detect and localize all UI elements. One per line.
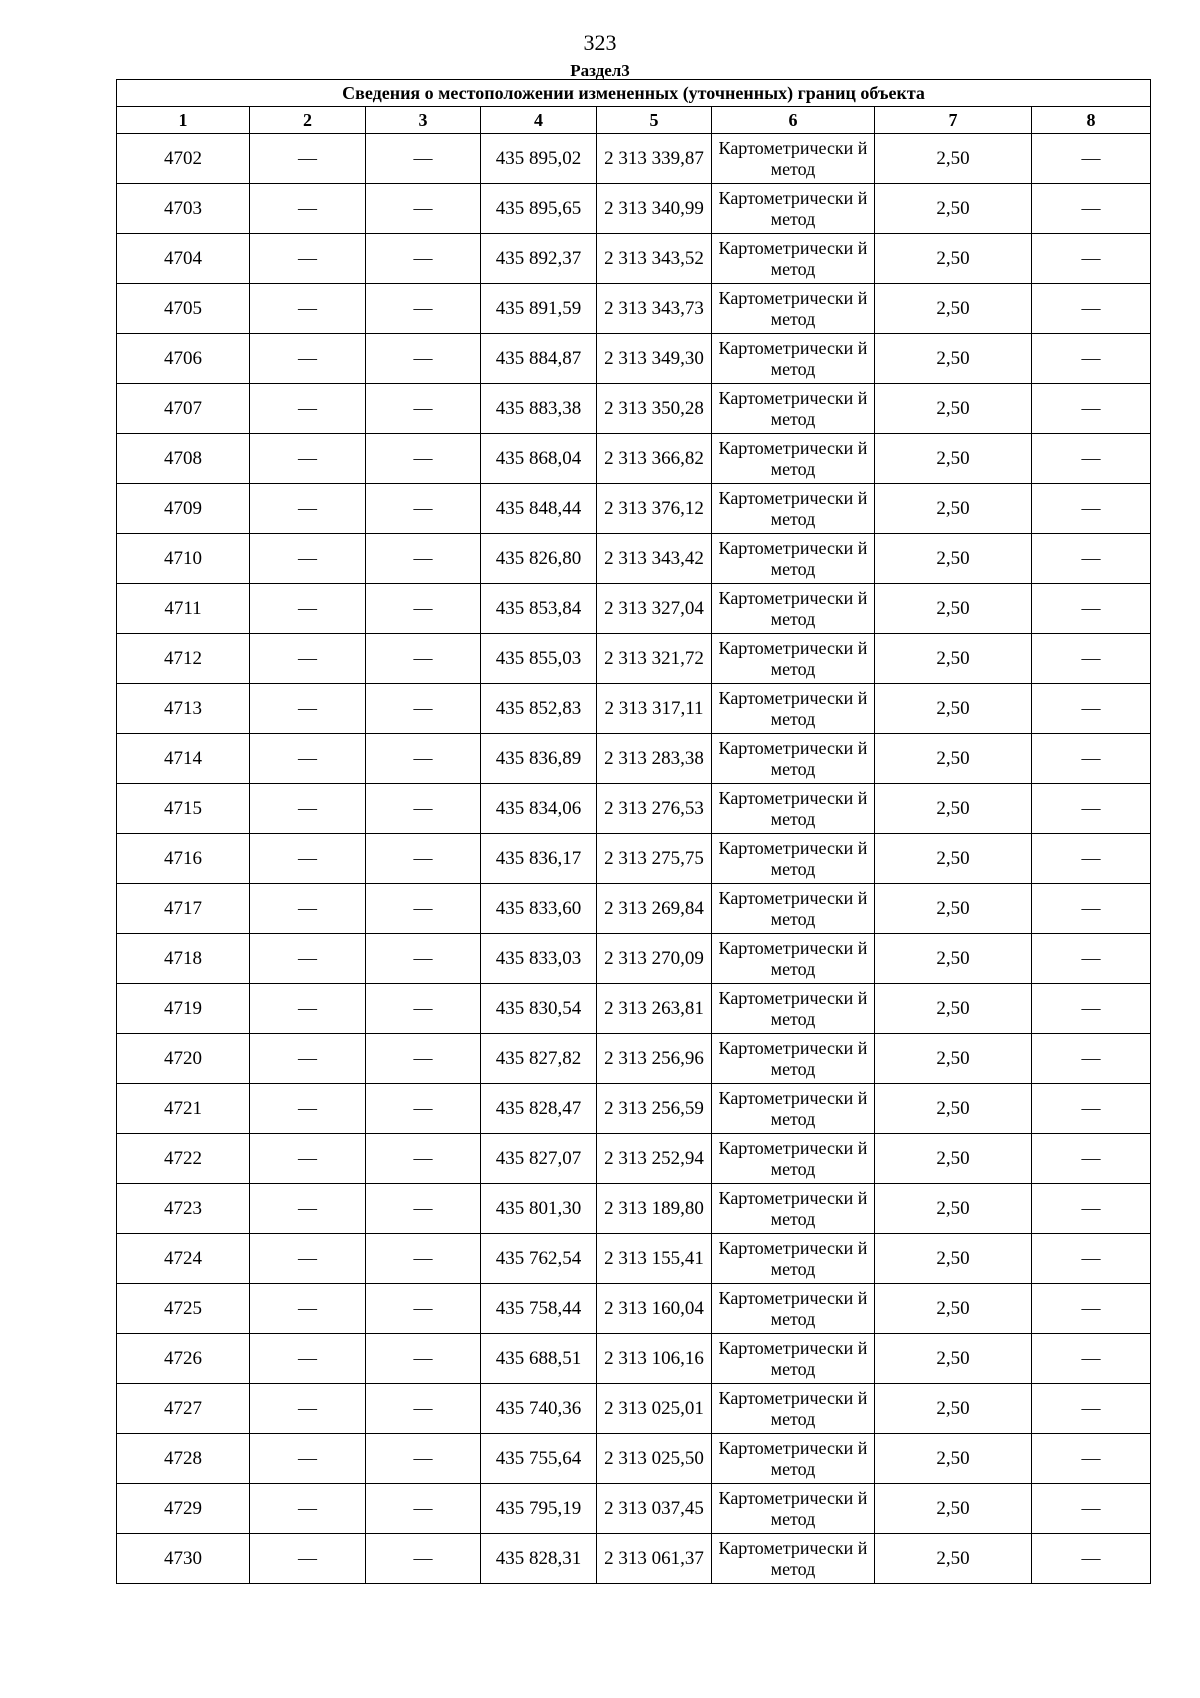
table-row	[117, 784, 1151, 834]
col2-cell: —	[250, 384, 366, 434]
accuracy-cell: 2,50	[875, 634, 1032, 684]
method-cell: Картометрически й метод	[712, 434, 875, 484]
col8-cell: —	[1032, 934, 1151, 984]
x-coordinate-cell: 435 827,07	[481, 1134, 597, 1184]
x-coordinate-cell: 435 884,87	[481, 334, 597, 384]
y-coordinate-cell: 2 313 283,38	[597, 734, 712, 784]
col3-cell: —	[366, 134, 481, 184]
col2-cell: —	[250, 534, 366, 584]
accuracy-cell: 2,50	[875, 234, 1032, 284]
col3-cell: —	[366, 884, 481, 934]
x-coordinate-cell: 435 868,04	[481, 434, 597, 484]
accuracy-cell: 2,50	[875, 1534, 1032, 1584]
x-coordinate-cell: 435 883,38	[481, 384, 597, 434]
y-coordinate-cell: 2 313 340,99	[597, 184, 712, 234]
accuracy-cell: 2,50	[875, 934, 1032, 984]
col3-cell: —	[366, 784, 481, 834]
y-coordinate-cell: 2 313 037,45	[597, 1484, 712, 1534]
accuracy-cell: 2,50	[875, 334, 1032, 384]
x-coordinate-cell: 435 852,83	[481, 684, 597, 734]
col3-cell: —	[366, 1484, 481, 1534]
col3-cell: —	[366, 634, 481, 684]
method-cell: Картометрически й метод	[712, 1434, 875, 1484]
method-cell: Картометрически й метод	[712, 934, 875, 984]
col8-cell: —	[1032, 184, 1151, 234]
table-caption: Сведения о местоположении измененных (уточненных) границ объекта	[117, 80, 1151, 107]
method-cell: Картометрически й метод	[712, 234, 875, 284]
accuracy-cell: 2,50	[875, 134, 1032, 184]
y-coordinate-cell: 2 313 343,52	[597, 234, 712, 284]
method-cell: Картометрически й метод	[712, 1334, 875, 1384]
point-number-cell: 4720	[117, 1034, 250, 1084]
x-coordinate-cell: 435 836,17	[481, 834, 597, 884]
col8-cell: —	[1032, 1084, 1151, 1134]
x-coordinate-cell: 435 688,51	[481, 1334, 597, 1384]
method-cell: Картометрически й метод	[712, 984, 875, 1034]
y-coordinate-cell: 2 313 317,11	[597, 684, 712, 734]
col8-cell: —	[1032, 634, 1151, 684]
col3-cell: —	[366, 734, 481, 784]
col2-cell: —	[250, 1284, 366, 1334]
col2-cell: —	[250, 1484, 366, 1534]
col8-cell: —	[1032, 1384, 1151, 1434]
col3-cell: —	[366, 1084, 481, 1134]
table-row	[117, 1034, 1151, 1084]
table-row	[117, 1334, 1151, 1384]
y-coordinate-cell: 2 313 339,87	[597, 134, 712, 184]
col2-cell: —	[250, 634, 366, 684]
col8-cell: —	[1032, 434, 1151, 484]
col8-cell: —	[1032, 684, 1151, 734]
method-cell: Картометрически й метод	[712, 1034, 875, 1084]
col3-cell: —	[366, 1434, 481, 1484]
col8-cell: —	[1032, 334, 1151, 384]
column-number-header: 7	[875, 107, 1032, 134]
col8-cell: —	[1032, 284, 1151, 334]
accuracy-cell: 2,50	[875, 584, 1032, 634]
point-number-cell: 4722	[117, 1134, 250, 1184]
point-number-cell: 4719	[117, 984, 250, 1034]
col2-cell: —	[250, 1384, 366, 1434]
page-number: 323	[583, 30, 617, 55]
column-number-header: 5	[597, 107, 712, 134]
col2-cell: —	[250, 884, 366, 934]
y-coordinate-cell: 2 313 256,96	[597, 1034, 712, 1084]
col8-cell: —	[1032, 984, 1151, 1034]
method-cell: Картометрически й метод	[712, 484, 875, 534]
col8-cell: —	[1032, 834, 1151, 884]
table-row	[117, 384, 1151, 434]
table-row	[117, 834, 1151, 884]
method-cell: Картометрически й метод	[712, 1384, 875, 1434]
point-number-cell: 4712	[117, 634, 250, 684]
y-coordinate-cell: 2 313 350,28	[597, 384, 712, 434]
accuracy-cell: 2,50	[875, 1334, 1032, 1384]
point-number-cell: 4724	[117, 1234, 250, 1284]
method-cell: Картометрически й метод	[712, 1084, 875, 1134]
col2-cell: —	[250, 584, 366, 634]
y-coordinate-cell: 2 313 276,53	[597, 784, 712, 834]
method-cell: Картометрически й метод	[712, 684, 875, 734]
accuracy-cell: 2,50	[875, 684, 1032, 734]
table-row	[117, 1284, 1151, 1334]
coordinates-table	[116, 79, 1151, 1584]
table-row	[117, 1234, 1151, 1284]
point-number-cell: 4714	[117, 734, 250, 784]
col2-cell: —	[250, 684, 366, 734]
x-coordinate-cell: 435 830,54	[481, 984, 597, 1034]
col8-cell: —	[1032, 884, 1151, 934]
y-coordinate-cell: 2 313 270,09	[597, 934, 712, 984]
table-row	[117, 534, 1151, 584]
point-number-cell: 4707	[117, 384, 250, 434]
method-cell: Картометрически й метод	[712, 284, 875, 334]
x-coordinate-cell: 435 826,80	[481, 534, 597, 584]
accuracy-cell: 2,50	[875, 1434, 1032, 1484]
x-coordinate-cell: 435 848,44	[481, 484, 597, 534]
method-cell: Картометрически й метод	[712, 1534, 875, 1584]
column-number-row	[117, 107, 1151, 134]
accuracy-cell: 2,50	[875, 1484, 1032, 1534]
y-coordinate-cell: 2 313 349,30	[597, 334, 712, 384]
col3-cell: —	[366, 934, 481, 984]
col3-cell: —	[366, 1134, 481, 1184]
point-number-cell: 4704	[117, 234, 250, 284]
col2-cell: —	[250, 1434, 366, 1484]
col8-cell: —	[1032, 134, 1151, 184]
col2-cell: —	[250, 484, 366, 534]
col8-cell: —	[1032, 1034, 1151, 1084]
method-cell: Картометрически й метод	[712, 784, 875, 834]
col2-cell: —	[250, 1534, 366, 1584]
x-coordinate-cell: 435 828,31	[481, 1534, 597, 1584]
point-number-cell: 4716	[117, 834, 250, 884]
point-number-cell: 4717	[117, 884, 250, 934]
method-cell: Картометрически й метод	[712, 884, 875, 934]
table-row	[117, 984, 1151, 1034]
accuracy-cell: 2,50	[875, 834, 1032, 884]
y-coordinate-cell: 2 313 269,84	[597, 884, 712, 934]
accuracy-cell: 2,50	[875, 984, 1032, 1034]
column-number-header: 1	[117, 107, 250, 134]
table-row	[117, 434, 1151, 484]
x-coordinate-cell: 435 891,59	[481, 284, 597, 334]
table-caption-row	[117, 80, 1151, 107]
col3-cell: —	[366, 1334, 481, 1384]
y-coordinate-cell: 2 313 155,41	[597, 1234, 712, 1284]
y-coordinate-cell: 2 313 061,37	[597, 1534, 712, 1584]
accuracy-cell: 2,50	[875, 184, 1032, 234]
col8-cell: —	[1032, 784, 1151, 834]
column-number-header: 6	[712, 107, 875, 134]
section-title: Раздел3	[570, 61, 630, 80]
method-cell: Картометрически й метод	[712, 384, 875, 434]
col2-cell: —	[250, 334, 366, 384]
table-row	[117, 284, 1151, 334]
x-coordinate-cell: 435 758,44	[481, 1284, 597, 1334]
point-number-cell: 4725	[117, 1284, 250, 1334]
col2-cell: —	[250, 834, 366, 884]
y-coordinate-cell: 2 313 327,04	[597, 584, 712, 634]
col3-cell: —	[366, 684, 481, 734]
y-coordinate-cell: 2 313 321,72	[597, 634, 712, 684]
method-cell: Картометрически й метод	[712, 834, 875, 884]
col8-cell: —	[1032, 534, 1151, 584]
accuracy-cell: 2,50	[875, 734, 1032, 784]
point-number-cell: 4715	[117, 784, 250, 834]
x-coordinate-cell: 435 801,30	[481, 1184, 597, 1234]
col3-cell: —	[366, 1184, 481, 1234]
col8-cell: —	[1032, 484, 1151, 534]
accuracy-cell: 2,50	[875, 284, 1032, 334]
method-cell: Картометрически й метод	[712, 334, 875, 384]
col8-cell: —	[1032, 1284, 1151, 1334]
col3-cell: —	[366, 434, 481, 484]
col3-cell: —	[366, 1534, 481, 1584]
col2-cell: —	[250, 134, 366, 184]
col3-cell: —	[366, 534, 481, 584]
table-row	[117, 1484, 1151, 1534]
col3-cell: —	[366, 984, 481, 1034]
point-number-cell: 4713	[117, 684, 250, 734]
x-coordinate-cell: 435 895,02	[481, 134, 597, 184]
y-coordinate-cell: 2 313 189,80	[597, 1184, 712, 1234]
col3-cell: —	[366, 184, 481, 234]
col8-cell: —	[1032, 1134, 1151, 1184]
table-row	[117, 1434, 1151, 1484]
accuracy-cell: 2,50	[875, 384, 1032, 434]
x-coordinate-cell: 435 834,06	[481, 784, 597, 834]
table-row	[117, 884, 1151, 934]
method-cell: Картометрически й метод	[712, 534, 875, 584]
table-row	[117, 684, 1151, 734]
x-coordinate-cell: 435 828,47	[481, 1084, 597, 1134]
point-number-cell: 4727	[117, 1384, 250, 1434]
table-body	[117, 134, 1151, 1584]
accuracy-cell: 2,50	[875, 884, 1032, 934]
col2-cell: —	[250, 1034, 366, 1084]
col8-cell: —	[1032, 584, 1151, 634]
accuracy-cell: 2,50	[875, 1234, 1032, 1284]
col8-cell: —	[1032, 734, 1151, 784]
col3-cell: —	[366, 1284, 481, 1334]
col8-cell: —	[1032, 1534, 1151, 1584]
y-coordinate-cell: 2 313 106,16	[597, 1334, 712, 1384]
col3-cell: —	[366, 234, 481, 284]
y-coordinate-cell: 2 313 275,75	[597, 834, 712, 884]
col3-cell: —	[366, 1234, 481, 1284]
y-coordinate-cell: 2 313 343,73	[597, 284, 712, 334]
point-number-cell: 4710	[117, 534, 250, 584]
col2-cell: —	[250, 734, 366, 784]
x-coordinate-cell: 435 892,37	[481, 234, 597, 284]
point-number-cell: 4702	[117, 134, 250, 184]
col3-cell: —	[366, 334, 481, 384]
method-cell: Картометрически й метод	[712, 1134, 875, 1184]
y-coordinate-cell: 2 313 256,59	[597, 1084, 712, 1134]
point-number-cell: 4706	[117, 334, 250, 384]
col2-cell: —	[250, 284, 366, 334]
table-row	[117, 584, 1151, 634]
x-coordinate-cell: 435 833,03	[481, 934, 597, 984]
y-coordinate-cell: 2 313 343,42	[597, 534, 712, 584]
table-row	[117, 184, 1151, 234]
x-coordinate-cell: 435 855,03	[481, 634, 597, 684]
method-cell: Картометрически й метод	[712, 1184, 875, 1234]
point-number-cell: 4729	[117, 1484, 250, 1534]
point-number-cell: 4705	[117, 284, 250, 334]
col3-cell: —	[366, 584, 481, 634]
accuracy-cell: 2,50	[875, 1184, 1032, 1234]
col8-cell: —	[1032, 1334, 1151, 1384]
col2-cell: —	[250, 934, 366, 984]
table-row	[117, 134, 1151, 184]
col2-cell: —	[250, 984, 366, 1034]
col2-cell: —	[250, 434, 366, 484]
table-row	[117, 1184, 1151, 1234]
accuracy-cell: 2,50	[875, 484, 1032, 534]
x-coordinate-cell: 435 836,89	[481, 734, 597, 784]
table-row	[117, 934, 1151, 984]
col3-cell: —	[366, 284, 481, 334]
column-number-header: 8	[1032, 107, 1151, 134]
y-coordinate-cell: 2 313 025,50	[597, 1434, 712, 1484]
point-number-cell: 4723	[117, 1184, 250, 1234]
x-coordinate-cell: 435 833,60	[481, 884, 597, 934]
x-coordinate-cell: 435 755,64	[481, 1434, 597, 1484]
x-coordinate-cell: 435 795,19	[481, 1484, 597, 1534]
accuracy-cell: 2,50	[875, 1134, 1032, 1184]
x-coordinate-cell: 435 762,54	[481, 1234, 597, 1284]
point-number-cell: 4728	[117, 1434, 250, 1484]
accuracy-cell: 2,50	[875, 1034, 1032, 1084]
x-coordinate-cell: 435 853,84	[481, 584, 597, 634]
point-number-cell: 4708	[117, 434, 250, 484]
col8-cell: —	[1032, 1484, 1151, 1534]
table-row	[117, 484, 1151, 534]
point-number-cell: 4703	[117, 184, 250, 234]
col2-cell: —	[250, 1134, 366, 1184]
accuracy-cell: 2,50	[875, 1284, 1032, 1334]
table-row	[117, 1534, 1151, 1584]
table-row	[117, 634, 1151, 684]
method-cell: Картометрически й метод	[712, 1284, 875, 1334]
method-cell: Картометрически й метод	[712, 134, 875, 184]
method-cell: Картометрически й метод	[712, 1484, 875, 1534]
x-coordinate-cell: 435 740,36	[481, 1384, 597, 1434]
y-coordinate-cell: 2 313 025,01	[597, 1384, 712, 1434]
col2-cell: —	[250, 1184, 366, 1234]
y-coordinate-cell: 2 313 160,04	[597, 1284, 712, 1334]
col2-cell: —	[250, 784, 366, 834]
point-number-cell: 4726	[117, 1334, 250, 1384]
y-coordinate-cell: 2 313 376,12	[597, 484, 712, 534]
table-row	[117, 1084, 1151, 1134]
x-coordinate-cell: 435 895,65	[481, 184, 597, 234]
col8-cell: —	[1032, 384, 1151, 434]
col3-cell: —	[366, 484, 481, 534]
col3-cell: —	[366, 1384, 481, 1434]
accuracy-cell: 2,50	[875, 534, 1032, 584]
method-cell: Картометрически й метод	[712, 184, 875, 234]
col8-cell: —	[1032, 1434, 1151, 1484]
point-number-cell: 4709	[117, 484, 250, 534]
table-row	[117, 734, 1151, 784]
col3-cell: —	[366, 834, 481, 884]
col2-cell: —	[250, 1084, 366, 1134]
method-cell: Картометрически й метод	[712, 734, 875, 784]
point-number-cell: 4721	[117, 1084, 250, 1134]
y-coordinate-cell: 2 313 252,94	[597, 1134, 712, 1184]
col2-cell: —	[250, 1334, 366, 1384]
table-row	[117, 1134, 1151, 1184]
col3-cell: —	[366, 384, 481, 434]
accuracy-cell: 2,50	[875, 434, 1032, 484]
col2-cell: —	[250, 234, 366, 284]
point-number-cell: 4730	[117, 1534, 250, 1584]
col8-cell: —	[1032, 1184, 1151, 1234]
col3-cell: —	[366, 1034, 481, 1084]
point-number-cell: 4718	[117, 934, 250, 984]
table-row	[117, 1384, 1151, 1434]
col2-cell: —	[250, 184, 366, 234]
point-number-cell: 4711	[117, 584, 250, 634]
column-number-header: 4	[481, 107, 597, 134]
method-cell: Картометрически й метод	[712, 634, 875, 684]
accuracy-cell: 2,50	[875, 784, 1032, 834]
y-coordinate-cell: 2 313 263,81	[597, 984, 712, 1034]
x-coordinate-cell: 435 827,82	[481, 1034, 597, 1084]
col2-cell: —	[250, 1234, 366, 1284]
column-number-header: 3	[366, 107, 481, 134]
method-cell: Картометрически й метод	[712, 584, 875, 634]
table-row	[117, 234, 1151, 284]
accuracy-cell: 2,50	[875, 1384, 1032, 1434]
column-number-header: 2	[250, 107, 366, 134]
accuracy-cell: 2,50	[875, 1084, 1032, 1134]
table-row	[117, 334, 1151, 384]
y-coordinate-cell: 2 313 366,82	[597, 434, 712, 484]
col8-cell: —	[1032, 234, 1151, 284]
method-cell: Картометрически й метод	[712, 1234, 875, 1284]
col8-cell: —	[1032, 1234, 1151, 1284]
